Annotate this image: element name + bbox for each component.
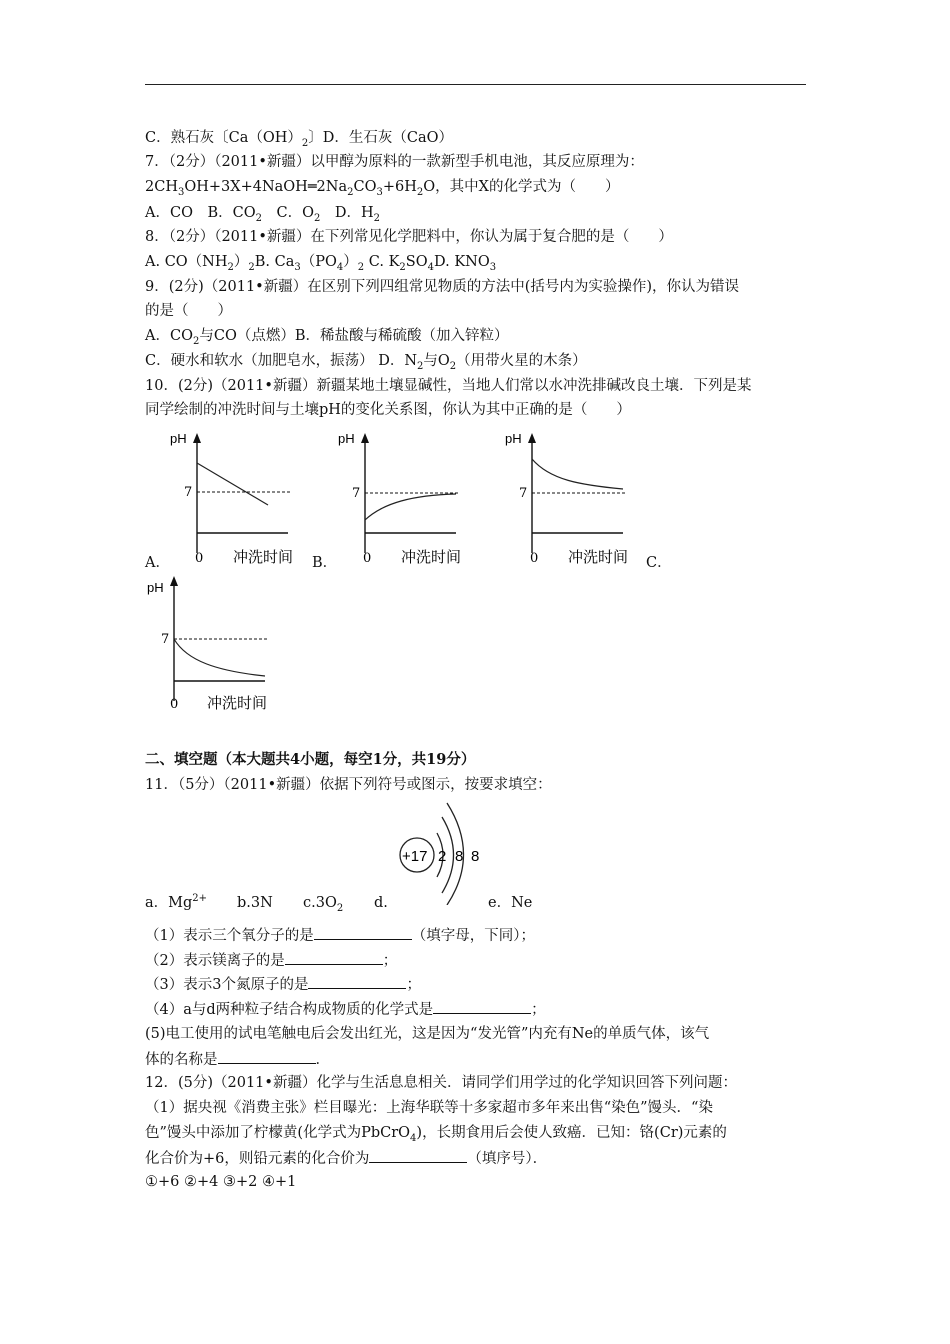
- answer-blank-6[interactable]: [369, 1148, 467, 1163]
- graph-d-xlabel: 冲洗时间: [207, 694, 268, 712]
- q11-option-b: b.3N: [237, 895, 273, 911]
- answer-blank-2[interactable]: [285, 950, 383, 965]
- graph-b-xlabel: 冲洗时间: [401, 548, 462, 566]
- q11-option-e: e．Ne: [488, 895, 533, 911]
- graph-b-origin: 0: [363, 551, 372, 566]
- q7-stem: 7．（2分）（2011•新疆）以甲醇为原料的一款新型手机电池，其反应原理为：: [145, 154, 644, 170]
- q11-option-d: d.: [374, 895, 388, 911]
- graph-d-ref: 7: [161, 632, 170, 647]
- graph-b-option: B．: [312, 555, 338, 571]
- answer-blank-1[interactable]: [314, 925, 412, 940]
- answer-blank-5[interactable]: [218, 1049, 316, 1064]
- graph-a-xlabel: 冲洗时间: [233, 548, 294, 566]
- q11-sub-1: （1）表示三个氧分子的是 （填字母，下同）；: [145, 925, 535, 946]
- graph-c-ylabel: pH: [505, 431, 522, 446]
- graph-a-origin: 0: [195, 551, 204, 566]
- graph-a-option: A．: [145, 555, 170, 571]
- graph-c: [495, 425, 635, 575]
- q12-choices: ①+6 ②+4 ③+2 ④+1: [145, 1174, 297, 1190]
- graph-d-ylabel: pH: [147, 580, 164, 595]
- graph-b-ylabel: pH: [338, 431, 355, 446]
- graph-a-ylabel: pH: [170, 431, 187, 446]
- nucleus-charge: +17: [402, 848, 428, 865]
- q8-stem: 8．（2分）（2011•新疆）在下列常见化学肥料中，你认为属于复合肥的是（ ）: [145, 229, 673, 245]
- q11-option-c: $c.3O_2$: [303, 895, 344, 914]
- graph-a-ref: 7: [184, 485, 193, 500]
- q9-options-cd: C．硬水和软水（加肥皂水，振荡） D．$N_2$与$O_2$（用带火星的木条）: [145, 353, 587, 372]
- q10-stem-2: 同学绘制的冲洗时间与土壤pH的变化关系图，你认为其中正确的是（ ）: [145, 402, 631, 418]
- graph-b-ref: 7: [352, 486, 361, 501]
- q12-sub-1-line2: 色”馒头中添加了柠檬黄(化学式为PbCrO$_4$)，长期食用后会使人致癌．已知：铬(Cr)元素的: [145, 1125, 727, 1144]
- q8-options: A. $CO(NH_2)_2B$. $Ca_3(PO_4)_2$ C. $K_2SO_4D$. $KNO_3$: [145, 254, 497, 273]
- chlorine-ion-diagram: [395, 795, 495, 905]
- q10-stem-1: 10．(2分)（2011•新疆）新疆某地土壤显碱性，当地人们常以水冲洗排碱改良土壤．下列是某: [145, 378, 752, 394]
- graph-d: [137, 571, 277, 721]
- q12-sub-1-line3: 化合价为+6，则铅元素的化合价为 （填序号）．: [145, 1148, 547, 1169]
- graph-c-origin: 0: [530, 551, 539, 566]
- shell-2-count: 8: [455, 848, 464, 865]
- graph-a: [160, 425, 300, 575]
- q11-option-a: a．$Mg^{2+}$: [145, 893, 208, 911]
- graph-c-xlabel: 冲洗时间: [568, 548, 629, 566]
- header-rule: [145, 84, 806, 85]
- q11-sub-5-line1: (5)电工使用的试电笔触电后会发出红光，这是因为“发光管”内充有Ne的单质气体，该气: [145, 1026, 710, 1042]
- q9-stem-1: 9．(2分)（2011•新疆）在区别下列四组常见物质的方法中(括号内为实验操作)，你认为错误: [145, 279, 740, 295]
- q12-stem: 12．(5分)（2011•新疆）化学与生活息息相关．请同学们用学过的化学知识回答下列问题：: [145, 1075, 737, 1091]
- q7-options: A．CO B．$CO_2$ C．$O_2$ D．$H_2$: [145, 205, 380, 224]
- q11-sub-2: （2）表示镁离子的是 ；: [145, 950, 397, 971]
- shell-1-count: 2: [438, 848, 447, 865]
- graph-d-curve: [174, 639, 265, 676]
- q11-stem: 11．（5分）（2011•新疆）依据下列符号或图示，按要求填空：: [145, 777, 552, 793]
- answer-blank-4[interactable]: [433, 999, 531, 1014]
- q11-sub-3: （3）表示3个氮原子的是 ；: [145, 974, 421, 995]
- q12-sub-1-line1: （1）据央视《消费主张》栏目曝光：上海华联等十多家超市多年来出售“染色”馒头．“染: [145, 1100, 713, 1116]
- graph-a-curve: [197, 463, 268, 505]
- q7-equation: $2CH_3OH+3X+4NaOH═2Na_2CO_3+6H_2O$，其中X的化学式为（ ）: [145, 179, 620, 198]
- q9-options-ab: A．$CO_2$与CO（点燃）B．稀盐酸与稀硫酸（加入锌粒）: [145, 328, 509, 347]
- q6-option-cd: C．熟石灰〔$Ca(OH)_2$〕D．生石灰（CaO）: [145, 130, 454, 149]
- graph-b: [328, 425, 468, 575]
- graph-c-curve: [532, 459, 623, 489]
- section-2-title: 二、填空题（本大题共4小题，每空1分，共19分）: [145, 751, 476, 768]
- answer-blank-3[interactable]: [308, 974, 406, 989]
- graph-c-ref: 7: [519, 486, 528, 501]
- graph-c-option: C．: [646, 555, 672, 571]
- graph-d-origin: 0: [170, 697, 179, 712]
- shell-3-count: 8: [471, 848, 480, 865]
- q9-stem-2: 的是（ ）: [145, 303, 232, 319]
- graph-b-curve: [365, 494, 456, 520]
- q11-sub-4: （4）a与d两种粒子结合构成物质的化学式是 ；: [145, 999, 546, 1020]
- q11-sub-5-line2: 体的名称是 ．: [145, 1049, 330, 1070]
